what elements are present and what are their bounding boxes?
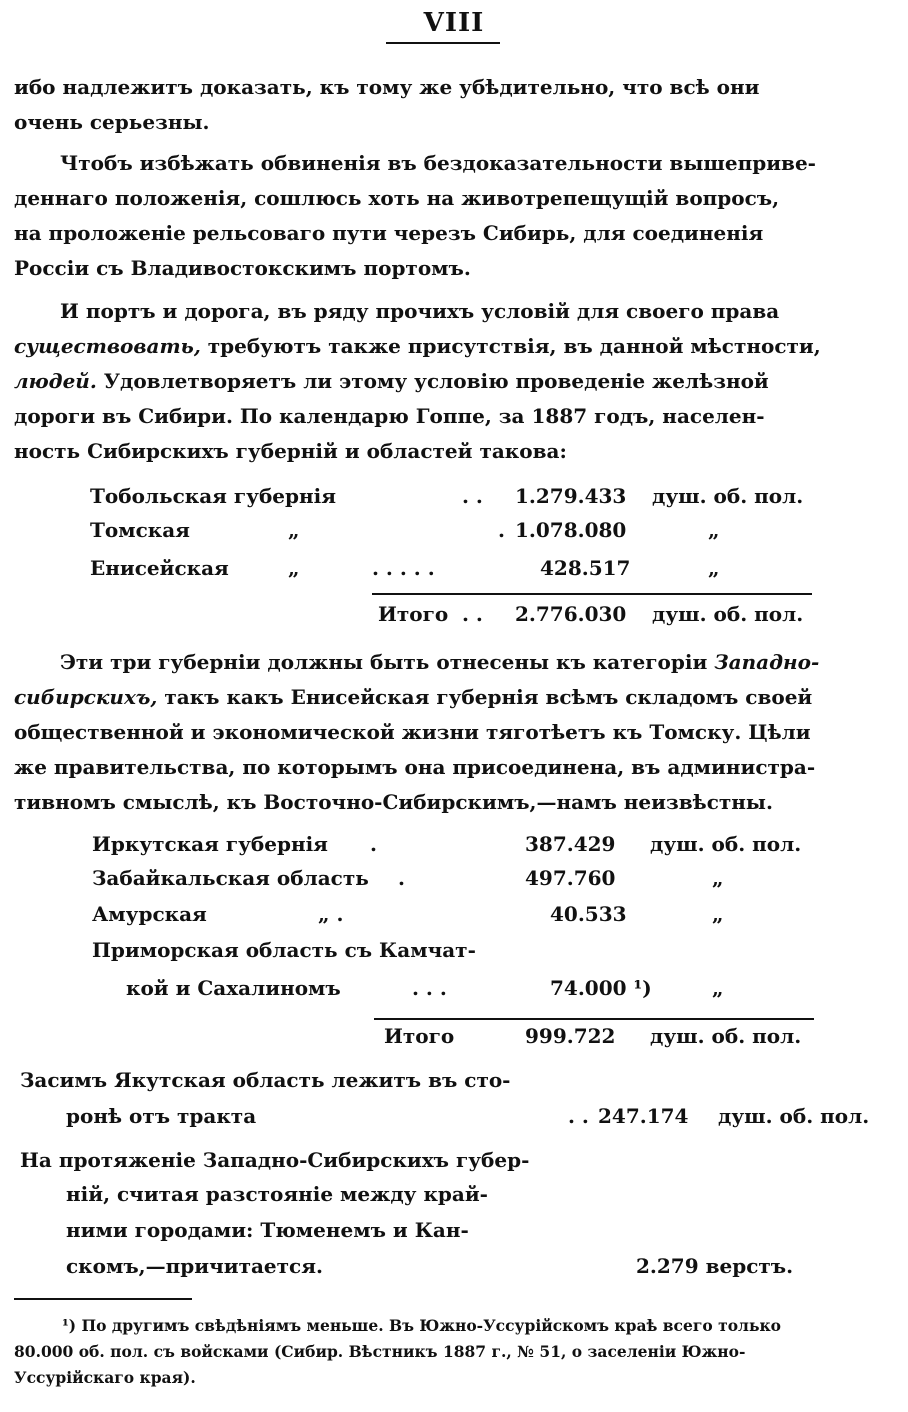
- table-row-value: 387.429: [525, 832, 616, 856]
- page-number-underline: [386, 42, 500, 44]
- table-row-name: кой и Сахалиномъ: [126, 976, 341, 1000]
- total-rule: [372, 593, 812, 595]
- text-line: Засимъ Якутская область лежитъ въ сто-: [20, 1068, 511, 1092]
- text-line: [14, 329, 886, 364]
- table-row-value: 497.760: [525, 866, 616, 890]
- table-row-name: Иркутская губернія: [92, 832, 328, 856]
- table-row-unit: душ. об. пол.: [650, 832, 802, 856]
- table-row-name: Амурская: [92, 902, 207, 926]
- text-line: И портъ и дорога, въ ряду прочихъ условій для своего права: [60, 299, 780, 323]
- paragraph-4: [14, 645, 886, 820]
- text-line: [14, 645, 886, 680]
- entry-unit: душ. об. пол.: [718, 1104, 870, 1128]
- total-dots: . .: [462, 602, 483, 626]
- table-row-name: Енисейская: [90, 556, 229, 580]
- text-fragment: такъ какъ Енисейская губернія всѣмъ складомъ своей: [157, 685, 813, 709]
- text-line: На протяженіе Западно-Сибирскихъ губер-: [20, 1148, 530, 1172]
- table-row-extra: .: [370, 832, 377, 856]
- table-row-name: Томская: [90, 518, 190, 542]
- table-row-dots: . .: [462, 484, 483, 508]
- ditto-mark: „: [288, 518, 300, 542]
- total-value: 999.722: [525, 1024, 616, 1048]
- table-row-unit: душ. об. пол.: [652, 484, 804, 508]
- text-line: очень серьезны.: [14, 110, 210, 134]
- paragraph-2: [14, 146, 886, 286]
- entry-value: 247.174: [598, 1104, 689, 1128]
- text-line: ронѣ отъ тракта: [66, 1104, 257, 1128]
- total-value: 2.776.030: [515, 602, 627, 626]
- table-row-value: 40.533: [550, 902, 627, 926]
- text-line: дороги въ Сибири. По календарю Гоппе, за 1887 годъ, населен-: [14, 404, 765, 428]
- table-row-unit: „: [708, 556, 720, 580]
- table-row-extra: . . .: [412, 976, 447, 1000]
- total-unit: душ. об. пол.: [652, 602, 804, 626]
- table-row-value: 428.517: [540, 556, 631, 580]
- text-line: ній, считая разстояніе между край-: [66, 1182, 488, 1206]
- table-row-name: Забайкальская область: [92, 866, 369, 890]
- total-label: Итого: [378, 602, 449, 626]
- text-line: общественной и экономической жизни тяготѣетъ къ Томску. Цѣли: [14, 720, 811, 744]
- footnote: [14, 1313, 888, 1391]
- table-row-unit: „: [712, 902, 724, 926]
- table-row-unit: „: [712, 866, 724, 890]
- text-line: ними городами: Тюменемъ и Кан-: [66, 1218, 469, 1242]
- total-rule: [374, 1018, 814, 1020]
- total-unit: душ. об. пол.: [650, 1024, 802, 1048]
- entry-value: 2.279 верстъ.: [636, 1254, 794, 1278]
- table-row-unit: „: [712, 976, 724, 1000]
- text-line: скомъ,—причитается.: [66, 1254, 323, 1278]
- page-number: VIII: [423, 8, 485, 38]
- table-row-dots: . . . . .: [372, 556, 435, 580]
- table-row-dots: .: [498, 518, 505, 542]
- table-row-unit: „: [708, 518, 720, 542]
- text-line: на проложеніе рельсоваго пути черезъ Сибирь, для соединенія: [14, 221, 764, 245]
- footnote-rule: [14, 1298, 192, 1300]
- italic-word: существовать,: [14, 334, 201, 358]
- italic-word: людей.: [14, 369, 97, 393]
- text-line: ность Сибирскихъ губерній и областей такова:: [14, 439, 567, 463]
- total-label: Итого: [384, 1024, 455, 1048]
- text-line: ибо надлежитъ доказать, къ тому же убѣдительно, что всѣ они: [14, 75, 760, 99]
- text-line: [14, 680, 886, 715]
- text-line: же правительства, по которымъ она присоединена, въ администра-: [14, 755, 816, 779]
- text-line: тивномъ смыслѣ, къ Восточно-Сибирскимъ,—намъ неизвѣстны.: [14, 790, 773, 814]
- table-row-value: 1.078.080: [515, 518, 627, 542]
- italic-word: Западно-: [714, 650, 820, 674]
- paragraph-1: [14, 70, 886, 140]
- footnote-line: 80.000 об. пол. съ войсками (Сибир. Вѣстникъ 1887 г., № 51, о заселеніи Южно-: [14, 1342, 746, 1361]
- paragraph-3: [14, 294, 886, 469]
- table-row-extra: „ .: [318, 902, 344, 926]
- text-line: деннаго положенія, сошлюсь хоть на животрепещущій вопросъ,: [14, 186, 780, 210]
- table-row-name: Приморская область съ Камчат-: [92, 938, 476, 962]
- text-fragment: Эти три губерніи должны быть отнесены къ категоріи: [60, 650, 715, 674]
- table-row-value: 74.000 ¹): [550, 976, 652, 1000]
- text-fragment: Удовлетворяетъ ли этому условію проведеніе желѣзной: [96, 369, 769, 393]
- text-line: Россіи съ Владивостокскимъ портомъ.: [14, 256, 471, 280]
- entry-dots: . .: [568, 1104, 589, 1128]
- italic-word: сибирскихъ,: [14, 685, 158, 709]
- table-row-value: 1.279.433: [515, 484, 627, 508]
- text-fragment: требуютъ также присутствія, въ данной мѣстности,: [200, 334, 821, 358]
- ditto-mark: „: [288, 556, 300, 580]
- table-row-name: Тобольская губернія: [90, 484, 337, 508]
- text-line: [14, 364, 886, 399]
- text-line: Чтобъ избѣжать обвиненія въ бездоказательности вышеприве-: [60, 151, 816, 175]
- table-row-extra: .: [398, 866, 405, 890]
- footnote-line: ¹) По другимъ свѣдѣніямъ меньше. Въ Южно-Уссурійскомъ краѣ всего только: [62, 1316, 782, 1335]
- footnote-line: Уссурійскаго края).: [14, 1368, 196, 1387]
